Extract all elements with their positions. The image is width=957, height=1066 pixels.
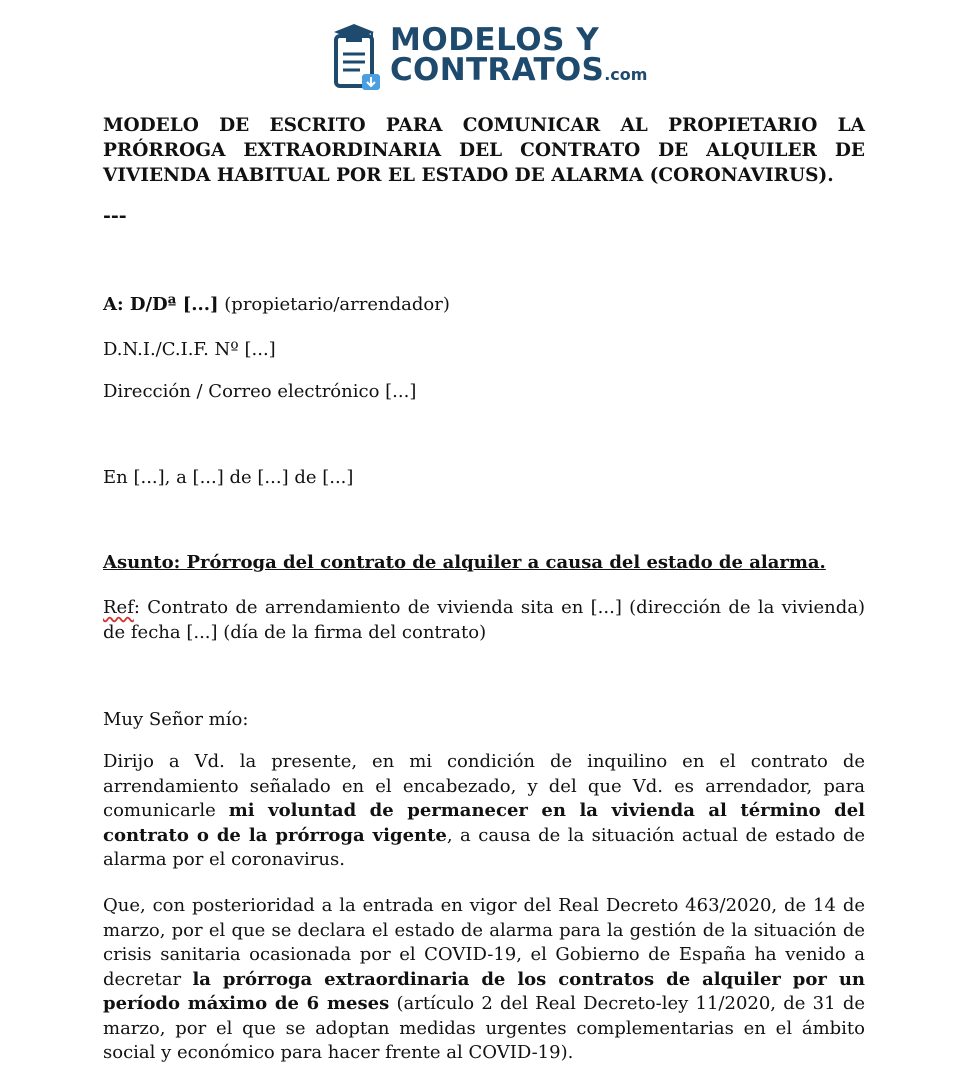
subject-line: Asunto: Prórroga del contrato de alquiler a causa del estado de alarma. (103, 552, 826, 573)
body-paragraph-2 (103, 894, 865, 1066)
logo-line2-text: CONTRATOS (390, 51, 605, 88)
ref-text: : Contrato de arrendamiento de vivienda sita en [...] (dirección de la vivienda) de fecha [...] (día de la firma del contrato) (103, 597, 865, 643)
document-graduation-cap-icon (332, 22, 382, 92)
p2-text-c: (artículo 2 del Real Decreto-ley 11/2020, de 31 de marzo, por el que se adoptan medidas urgentes complementarias en el ámbito social y económico para hacer frente al COVID-19). (103, 993, 865, 1063)
document-title: MODELO DE ESCRITO PARA COMUNICAR AL PROPIETARIO LA PRÓRROGA EXTRAORDINARIA DEL CONTRATO DE ALQUILER DE VIVIENDA HABITUAL POR EL ESTADO DE ALARMA (CORONAVIRUS). (103, 115, 865, 186)
logo-dotcom: .com (604, 64, 648, 84)
p2-text-a: Que, con posterioridad a la entrada en vigor del Real Decreto 463/2020, de 14 de marzo, por el que se declara el estado de alarma para la gestión de la situación de crisis sanitaria ocasionada por el COVID-19, el Gobierno de España ha venido a decretar (103, 895, 865, 990)
recipient-role: (propietario/arrendador) (218, 294, 450, 315)
p1-bold: mi voluntad de permanecer en la vivienda al término del contrato o de la prórroga vigente (103, 800, 865, 846)
p1-text-a: Dirijo a Vd. la presente, en mi condición de inquilino en el contrato de arrendamiento señalado en el encabezado, y del que Vd. es arrendador, para comunicarle (103, 751, 865, 821)
salutation: Muy Señor mío: (103, 709, 249, 730)
logo-line1: MODELOS Y (390, 21, 600, 58)
body-paragraph-1 (103, 750, 865, 873)
dni-line: D.N.I./C.I.F. Nº [...] (103, 339, 276, 360)
ref-label: Ref (103, 597, 134, 618)
separator: --- (103, 205, 127, 227)
address-line: Dirección / Correo electrónico [...] (103, 381, 417, 402)
reference-paragraph (103, 596, 865, 645)
date-line: En [...], a [...] de [...] de [...] (103, 467, 354, 488)
site-logo (332, 22, 647, 92)
recipient-prefix: A: D/Dª [...] (103, 294, 219, 315)
p1-text-c: , a causa de la situación actual de estado de alarma por el coronavirus. (103, 824, 865, 870)
recipient-line (103, 293, 450, 317)
logo-line2 (390, 51, 648, 90)
p2-bold: la prórroga extraordinaria de los contratos de alquiler por un período máximo de 6 meses (103, 968, 865, 1014)
